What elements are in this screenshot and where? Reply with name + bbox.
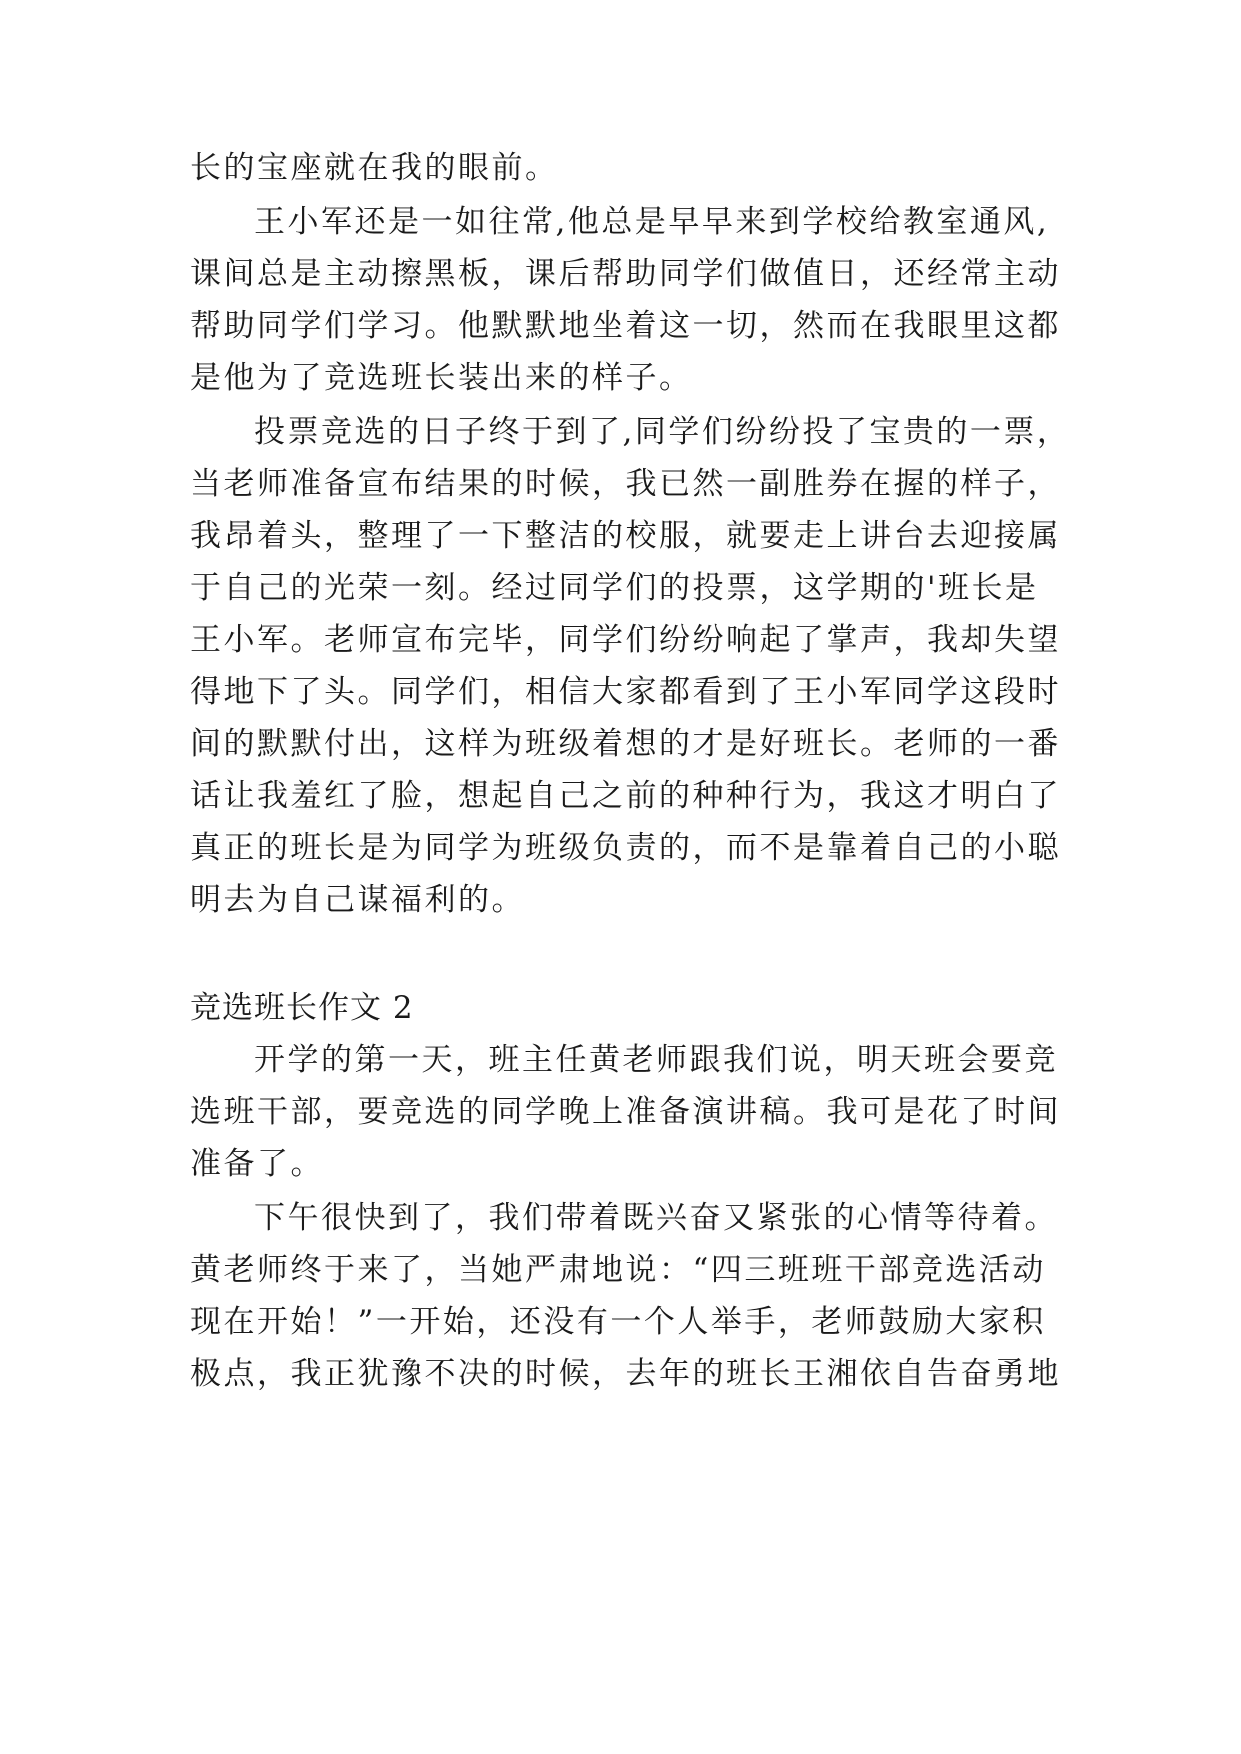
paragraph-line: 王小军。老师宣布完毕，同学们纷纷响起了掌声，我却失望 — [190, 622, 1061, 658]
paragraph-line: 准备了。 — [190, 1146, 324, 1182]
paragraph-line: 于自己的光荣一刻。经过同学们的投票，这学期的'班长是 — [190, 570, 1039, 606]
section-heading: 竞选班长作文 2 — [190, 990, 414, 1026]
paragraph-line: 当老师准备宣布结果的时候，我已然一副胜券在握的样子， — [190, 466, 1061, 502]
paragraph-line: 黄老师终于来了，当她严肃地说：“四三班班干部竞选活动 — [190, 1252, 1046, 1288]
paragraph-line: 得地下了头。同学们，相信大家都看到了王小军同学这段时 — [190, 674, 1061, 710]
paragraph-line: 现在开始！”一开始，还没有一个人举手，老师鼓励大家积 — [190, 1304, 1046, 1340]
paragraph-line: 下午很快到了，我们带着既兴奋又紧张的心情等待着。 — [254, 1200, 1058, 1236]
paragraph-line: 极点，我正犹豫不决的时候，去年的班长王湘依自告奋勇地 — [190, 1356, 1061, 1392]
paragraph-line: 投票竞选的日子终于到了,同学们纷纷投了宝贵的一票， — [254, 414, 1071, 450]
paragraph-line: 选班干部，要竞选的同学晚上准备演讲稿。我可是花了时间 — [190, 1094, 1061, 1130]
paragraph-line: 长的宝座就在我的眼前。 — [190, 150, 559, 186]
paragraph-line: 开学的第一天，班主任黄老师跟我们说，明天班会要竞 — [254, 1042, 1058, 1078]
paragraph-line: 话让我羞红了脸，想起自己之前的种种行为，我这才明白了 — [190, 778, 1061, 814]
paragraph-line: 间的默默付出，这样为班级着想的才是好班长。老师的一番 — [190, 726, 1061, 762]
paragraph-line: 帮助同学们学习。他默默地坐着这一切，然而在我眼里这都 — [190, 308, 1061, 344]
paragraph-line: 真正的班长是为同学为班级负责的，而不是靠着自己的小聪 — [190, 830, 1061, 866]
paragraph-line: 明去为自己谋福利的。 — [190, 882, 525, 918]
paragraph-line: 我昂着头，整理了一下整洁的校服，就要走上讲台去迎接属 — [190, 518, 1061, 554]
paragraph-line: 课间总是主动擦黑板，课后帮助同学们做值日，还经常主动 — [190, 256, 1061, 292]
paragraph-line: 王小军还是一如往常,他总是早早来到学校给教室通风, — [254, 204, 1050, 240]
paragraph-line: 是他为了竞选班长装出来的样子。 — [190, 360, 693, 396]
